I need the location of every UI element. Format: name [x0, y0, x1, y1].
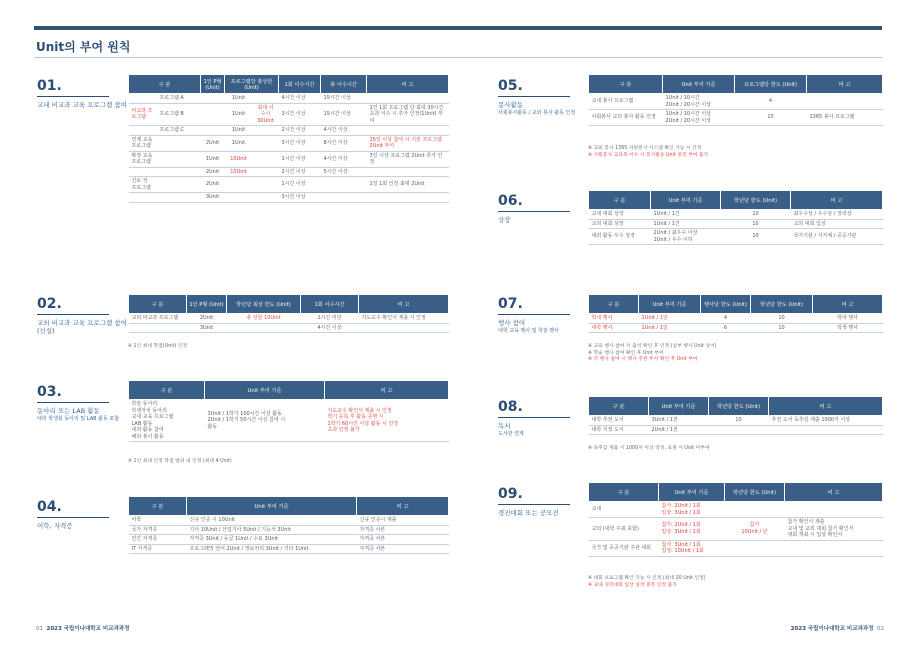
table-cell: 1Unit [225, 103, 253, 126]
table-cell: 추천 도서 독후감 제출 1000자 이상 [769, 416, 883, 426]
column-header: Unit 부여 기준 [205, 381, 325, 400]
table-cell: 1Unit [225, 94, 253, 104]
table-cell: 지도교수 확인서 제출 시 인정 [359, 314, 449, 324]
section-08-table [588, 396, 883, 435]
table-row [129, 135, 449, 151]
section-subtitle: 도서관 연계 [498, 431, 524, 437]
table-cell: 1일 1회 인정 최대 2Unit [367, 177, 449, 193]
table-cell: 2Unit / 1권 [649, 425, 709, 435]
table-cell: 3일 이상 프로그램 2Unit 추가 인정 [367, 151, 449, 167]
column-header: 1회 이수시간 [301, 295, 359, 314]
table-cell: 민간 자격증 [129, 535, 187, 545]
table-cell: 10 [721, 219, 791, 229]
column-header: Unit 부여 기준 [659, 483, 725, 502]
footer-title: 2023 국립이나대학교 비교과과정 [790, 626, 874, 632]
table-cell: 1시간 이상 [279, 151, 321, 167]
table-cell: 3Unit / 1학기 100시간 이상 활동 2Unit / 1학기 50시간 이상 참여 시 활동 [205, 400, 325, 442]
table-cell: 교외 대회 상장 [589, 219, 651, 229]
column-header: 비 고 [785, 483, 883, 502]
column-header: 학년당 최상 한도 (Unit) [227, 295, 301, 314]
table-cell [225, 193, 253, 203]
section-06-heading [498, 193, 593, 224]
table-cell: 국가기관 / 지자체 / 공공기관 [791, 229, 883, 245]
table-cell: 신규 인증시 제출 [357, 516, 449, 526]
column-header: 총 이수시간 [321, 75, 367, 94]
section-title: 상장 [498, 216, 511, 224]
table-cell: 1365 봉사 프로그램 [807, 110, 883, 126]
section-08-heading [498, 399, 593, 438]
table-cell: 1Unit / 1건 [651, 219, 721, 229]
column-header: 비 고 [813, 295, 883, 314]
table-cell [157, 177, 201, 193]
table-cell [253, 193, 279, 203]
section-title: 봉사활동 [498, 101, 524, 109]
table-header-row [129, 381, 449, 400]
table-cell: 최우수상 / 우수상 / 장려상 [791, 210, 883, 220]
column-header: 학년당 한도 (Unit) [751, 295, 813, 314]
column-header: 비 고 [807, 75, 883, 94]
section-rule [37, 402, 109, 403]
table-cell [253, 135, 279, 151]
column-header: 1인 P형 (Unit) [187, 295, 227, 314]
table-cell [129, 94, 157, 104]
table-cell [129, 193, 157, 203]
note-line: ※ 교육 행사 참여 시 출석 확인 후 인정 (일부 행사 Unit 상이) [588, 344, 717, 349]
title-rule [34, 57, 882, 58]
table-cell [321, 193, 367, 203]
page-number: 02 [877, 626, 884, 632]
table-cell: 2Unit [187, 314, 227, 324]
table-cell: 대외 활동 우수 상장 [589, 229, 651, 245]
table-cell [129, 126, 157, 136]
table-cell: 10Unit [225, 167, 253, 177]
table-cell [129, 323, 187, 333]
table-header-row [589, 75, 883, 94]
table-cell: 대학 지정 도서 [589, 425, 649, 435]
table-cell: 교내 [589, 502, 659, 518]
table-header-row [589, 397, 883, 416]
table-cell: 자격증 사본 [357, 544, 449, 554]
note-line: ※ 사회봉사 교과목 이수 시 봉사활동 Unit 중복 부여 불가 [588, 152, 709, 158]
section-rule [37, 314, 109, 315]
table-cell: 학내 행사 [589, 314, 639, 324]
table-cell: 1Unit [201, 151, 225, 167]
column-header: 1회 이수시간 [279, 75, 321, 94]
table-cell: 2Unit [201, 135, 225, 151]
section-title: 교외 비교과 교육 프로그램 참여 (신설) [37, 319, 127, 335]
table-row [129, 535, 449, 545]
table-cell: 3시간 이상 [279, 103, 321, 126]
table-cell: 어학 [129, 516, 187, 526]
table-cell: 4시간 이상 [279, 94, 321, 104]
note-line: ※ 각 행사 참여 시 행사 주관 부서 확인 후 Unit 부여 [588, 357, 698, 362]
table-cell: 2Unit / 최우수 이상 1Unit / 우수 이하 [651, 229, 721, 245]
page-title: Unit의 부여 원칙 [36, 40, 131, 54]
table-cell: IT 자격증 [129, 544, 187, 554]
note-line: ※ 교외 봉사 1365 자원봉사 시스템 확인 가능 시 인정 [588, 146, 702, 151]
section-04-table [128, 496, 449, 554]
note-line: ※ 학술 행사 참여 확인 후 Unit 부여 [588, 350, 664, 356]
table-cell [367, 126, 449, 136]
section-03-table [128, 380, 449, 442]
table-cell: 국가 자격증 [129, 525, 187, 535]
column-header: 구 분 [589, 483, 659, 502]
table-cell [769, 425, 883, 435]
table-row [589, 416, 883, 426]
table-row [129, 400, 449, 442]
table-cell [253, 94, 279, 104]
table-row [129, 193, 449, 203]
section-03-note: ※ 1인 최대 인정 학점 범위 내 인정 (최대 4 Unit) [128, 459, 232, 464]
table-cell [225, 177, 253, 193]
table-cell: 2시간 이상 [279, 126, 321, 136]
table-cell [785, 540, 883, 556]
table-cell: 자격증 사본 [357, 535, 449, 545]
note-line: ※ 대회 프로그램 확인 가능 시 인정 (최대 20 Unit 인정) [588, 576, 706, 581]
table-cell: 총 상한 10Unit [227, 314, 301, 324]
column-header: 구 분 [129, 381, 205, 400]
table-cell: 참가: 3Unit / 1회 입상: 10Unit / 1회 [659, 540, 725, 556]
table-row [589, 323, 883, 333]
section-06-table [588, 190, 883, 245]
table-cell: 최대 이수시 30Unit [253, 103, 279, 126]
table-cell: 1Unit / 10시간 2Unit / 20시간 이상 [663, 94, 735, 110]
section-09-notes [588, 576, 706, 589]
table-header-row [129, 497, 449, 516]
table-row [129, 94, 449, 104]
column-header: 비 고 [769, 397, 883, 416]
section-title: 교내 비교과 교육 프로그램 참여 [37, 101, 127, 109]
table-cell: 1Unit / 1일 [639, 314, 701, 324]
footer-title: 2023 국립이나대학교 비교과과정 [46, 626, 130, 632]
table-cell [129, 167, 157, 177]
section-title: 경진대회 또는 공모전 [498, 509, 559, 517]
table-cell [807, 94, 883, 110]
table-cell: 3Unit [187, 323, 227, 333]
footer-left [36, 624, 129, 632]
column-header: 비 고 [359, 295, 449, 314]
section-subtitle: 사회봉사활동 / 교외 봉사 활동 인정 [498, 110, 576, 116]
table-cell [709, 425, 769, 435]
table-cell: 6 [701, 323, 751, 333]
section-title: 행사 참여 [498, 319, 526, 327]
table-row [129, 167, 449, 177]
top-rule [34, 26, 882, 30]
table-cell: 지도교수 확인서 제출 시 인정 학기 등록 후 활동 증명 시 1학기 60시간 이상 활동 시 인정 초과 인정 불가 [325, 400, 449, 442]
table-cell: 3Unit [201, 193, 225, 203]
table-row [589, 110, 883, 126]
table-cell [253, 177, 279, 193]
table-row [589, 219, 883, 229]
section-rule [498, 504, 570, 505]
table-cell [725, 540, 785, 556]
column-header: 구 분 [129, 75, 201, 94]
table-cell: 교내 봉사 프로그램 [589, 94, 663, 110]
table-cell: 신규 인증 시 10Unit [187, 516, 357, 526]
table-cell: 대학 추천 도서 [589, 416, 649, 426]
table-cell: 프로그램 B [157, 103, 201, 126]
section-rule [498, 211, 570, 212]
column-header: 1인 P형 (Unit) [201, 75, 225, 94]
section-number: 01. [37, 78, 62, 94]
table-cell [321, 177, 367, 193]
table-cell: 15시간 이상 [321, 103, 367, 126]
table-cell [157, 135, 201, 151]
table-cell: 10Unit [225, 151, 253, 167]
table-cell: 프로그램 A [157, 94, 201, 104]
section-03-heading [37, 384, 132, 423]
table-cell [359, 323, 449, 333]
column-header: Unit 부여 기준 [651, 191, 721, 210]
table-cell: 1Unit [225, 135, 253, 151]
table-cell: 참가 확인서 제출 교내 및 교외 대회 참가 확인서 대회 개최 시 입상 확인서 [785, 518, 883, 541]
table-cell: 참가: 2Unit / 1회 입상: 3Unit / 1회 [659, 502, 725, 518]
table-row [129, 516, 449, 526]
table-cell: 10 [721, 229, 791, 245]
column-header: 구 분 [589, 295, 639, 314]
section-01-table [128, 74, 449, 203]
table-row [129, 126, 449, 136]
table-cell: 3시간 이상 [279, 135, 321, 151]
section-rule [498, 96, 570, 97]
table-cell: 1인 1회 프로그램 당 최대 30시간 초과 이수 시 추가 인정(1Unit) 부여 [367, 103, 449, 126]
section-07-table [588, 294, 883, 333]
table-header-row [129, 295, 449, 314]
column-header: 구 분 [589, 191, 651, 210]
column-header: 학년당 한도 (Unit) [725, 483, 785, 502]
table-cell: 학생 행사 [813, 323, 883, 333]
column-header: 학년당 한도 (Unit) [721, 191, 791, 210]
table-header-row [589, 295, 883, 314]
table-cell: 1시간 미만 [301, 314, 359, 324]
section-07-heading [498, 296, 593, 335]
table-cell: 프로그램 C [157, 126, 201, 136]
table-cell: 연계 교육프로그램 [129, 135, 157, 151]
table-row [129, 103, 449, 126]
table-cell: 참가: 2Unit / 1회 입상: 3Unit / 1회 [659, 518, 725, 541]
section-number: 07. [498, 296, 523, 312]
table-cell [367, 193, 449, 203]
table-cell: 2Unit [201, 177, 225, 193]
table-row [589, 518, 883, 541]
section-rule [37, 517, 109, 518]
footer-right [791, 624, 884, 632]
section-rule [498, 417, 570, 418]
table-cell: 교외 (대학 주최 포함) [589, 518, 659, 541]
table-cell [157, 167, 201, 177]
table-row [589, 210, 883, 220]
table-cell [367, 167, 449, 177]
table-cell [227, 323, 301, 333]
page-number: 01 [36, 626, 43, 632]
section-title: 동아리 또는 LAB 활동 [37, 407, 100, 415]
section-08-note: ※ 독후감 제출 시 1000자 이상 작성, 표절 시 Unit 미부여 [588, 446, 710, 451]
table-cell: 3시간 이상 [279, 193, 321, 203]
column-header: Unit 부여 기준 [639, 295, 701, 314]
table-cell: 4시간 이상 [321, 126, 367, 136]
table-cell: 3Unit / 1권 [649, 416, 709, 426]
table-cell: 자격증 사본 [357, 525, 449, 535]
section-02-note: ※ 1인 최대 학점(Unit) 인정 [128, 344, 188, 349]
table-cell: 1Unit / 1일 [639, 323, 701, 333]
table-row [129, 151, 449, 167]
table-cell: 기사 10Unit / 산업기사 5Unit / 기능사 3Unit [187, 525, 357, 535]
column-header: 비 고 [325, 381, 449, 400]
table-cell: 1Unit [225, 126, 253, 136]
section-rule [37, 96, 109, 97]
table-cell: 학술 동아리 학생자치 동아리 교내 교육 프로그램 LAB 활동 대외 활동 참여 해외 봉사 활동 [129, 400, 205, 442]
table-cell: 사회봉사 교외 봉사 활동 인정 [589, 110, 663, 126]
table-cell: 교외 비교과 프로그램 [129, 314, 187, 324]
table-cell [725, 502, 785, 518]
column-header: 행사당 한도 (Unit) [701, 295, 751, 314]
section-number: 09. [498, 486, 523, 502]
table-cell: 4 [735, 94, 807, 110]
table-cell [367, 94, 449, 104]
table-cell: 교외 대회 입상 [791, 219, 883, 229]
section-05-heading [498, 78, 593, 117]
section-number: 04. [37, 499, 62, 515]
table-cell [253, 167, 279, 177]
table-cell: 1Unit / 1건 [651, 210, 721, 220]
table-cell: 15일 이상 참여 시 기본 프로그램 2Unit 부여 [367, 135, 449, 151]
table-cell [253, 126, 279, 136]
table-cell: 10 [751, 323, 813, 333]
column-header: 비 고 [367, 75, 449, 94]
table-cell [201, 126, 225, 136]
section-number: 05. [498, 78, 523, 94]
table-header-row [129, 75, 449, 94]
table-cell: 15시간 이상 [321, 94, 367, 104]
section-02-heading [37, 296, 132, 335]
section-title: 독서 [498, 422, 511, 430]
section-rule [498, 314, 570, 315]
table-cell: 10 [709, 416, 769, 426]
section-07-notes [588, 344, 717, 364]
table-cell: 2시간 이상 [279, 167, 321, 177]
section-title: 어학, 자격증 [37, 522, 73, 530]
table-header-row [589, 191, 883, 210]
section-05-table [588, 74, 883, 126]
table-cell: 자격증 3Unit / 등급 1Unit / 수료 3Unit [187, 535, 357, 545]
table-row [129, 177, 449, 193]
table-row [129, 544, 449, 554]
table-cell: 8시간 이상 [321, 135, 367, 151]
column-header: 학년당 한도 (Unit) [709, 397, 769, 416]
section-number: 02. [37, 296, 62, 312]
table-row [129, 314, 449, 324]
table-cell: 1시간 이상 [279, 177, 321, 193]
section-02-table [128, 294, 449, 333]
column-header: Unit 부여 기준 [663, 75, 735, 94]
table-cell [201, 103, 225, 126]
section-09-heading [498, 486, 593, 517]
table-cell [157, 193, 201, 203]
section-number: 03. [37, 384, 62, 400]
table-cell [785, 502, 883, 518]
section-01-heading [37, 78, 132, 109]
note-line: ※ 교내 경진대회 입상 실적 중복 인정 불가 [588, 582, 677, 588]
table-cell: 대학 행사 [589, 323, 639, 333]
table-cell: 학내 행사 [813, 314, 883, 324]
table-row [589, 540, 883, 556]
table-cell: 4시간 이상 [301, 323, 359, 333]
section-04-heading [37, 499, 132, 530]
table-cell: 10 [751, 314, 813, 324]
table-row [129, 323, 449, 333]
section-subtitle: 대학 학생회 동아리 및 LAB 활동 포함 [37, 416, 120, 422]
table-row [129, 525, 449, 535]
section-09-table [588, 482, 883, 557]
table-cell: 참가 10Unit / 년 [725, 518, 785, 541]
table-row [589, 94, 883, 110]
table-cell: 진로 성 프로그램 [129, 177, 157, 193]
table-cell: 프로그래밍 언어 2Unit / 정보처리 3Unit / 기타 1Unit [187, 544, 357, 554]
column-header: 비 고 [357, 497, 449, 516]
section-subtitle: 대학 교육 행사 및 학술 행사 [498, 328, 560, 334]
column-header: 구 분 [589, 397, 649, 416]
column-header: 프로그램당 총상한 (Unit) [225, 75, 279, 94]
table-header-row [589, 483, 883, 502]
table-cell: 10 [721, 210, 791, 220]
table-cell [253, 151, 279, 167]
column-header: 구 분 [589, 75, 663, 94]
table-cell: 4시간 이상 [321, 151, 367, 167]
column-header: 구 분 [129, 295, 187, 314]
table-cell: 4 [701, 314, 751, 324]
table-cell [201, 94, 225, 104]
table-cell: 비교과 프로그램 [129, 103, 157, 126]
table-cell: 확장 교육프로그램 [129, 151, 157, 167]
table-cell: 5시간 이상 [321, 167, 367, 177]
table-row [589, 502, 883, 518]
section-number: 08. [498, 399, 523, 415]
table-cell: 교내 대회 상장 [589, 210, 651, 220]
column-header: 프로그램당 한도 (Unit) [735, 75, 807, 94]
table-cell [157, 151, 201, 167]
table-cell: 10 [735, 110, 807, 126]
table-row [589, 425, 883, 435]
column-header: 구 분 [129, 497, 187, 516]
column-header: Unit 부여 기준 [649, 397, 709, 416]
table-row [589, 314, 883, 324]
table-cell: 1Unit / 10시간 이상 2Unit / 20시간 이상 [663, 110, 735, 126]
table-cell: 2Unit [201, 167, 225, 177]
section-05-notes [588, 146, 708, 159]
column-header: 비 고 [791, 191, 883, 210]
table-row [589, 229, 883, 245]
column-header: Unit 부여 기준 [187, 497, 357, 516]
table-cell: 국가 및 공공기관 주관 대회 [589, 540, 659, 556]
section-number: 06. [498, 193, 523, 209]
